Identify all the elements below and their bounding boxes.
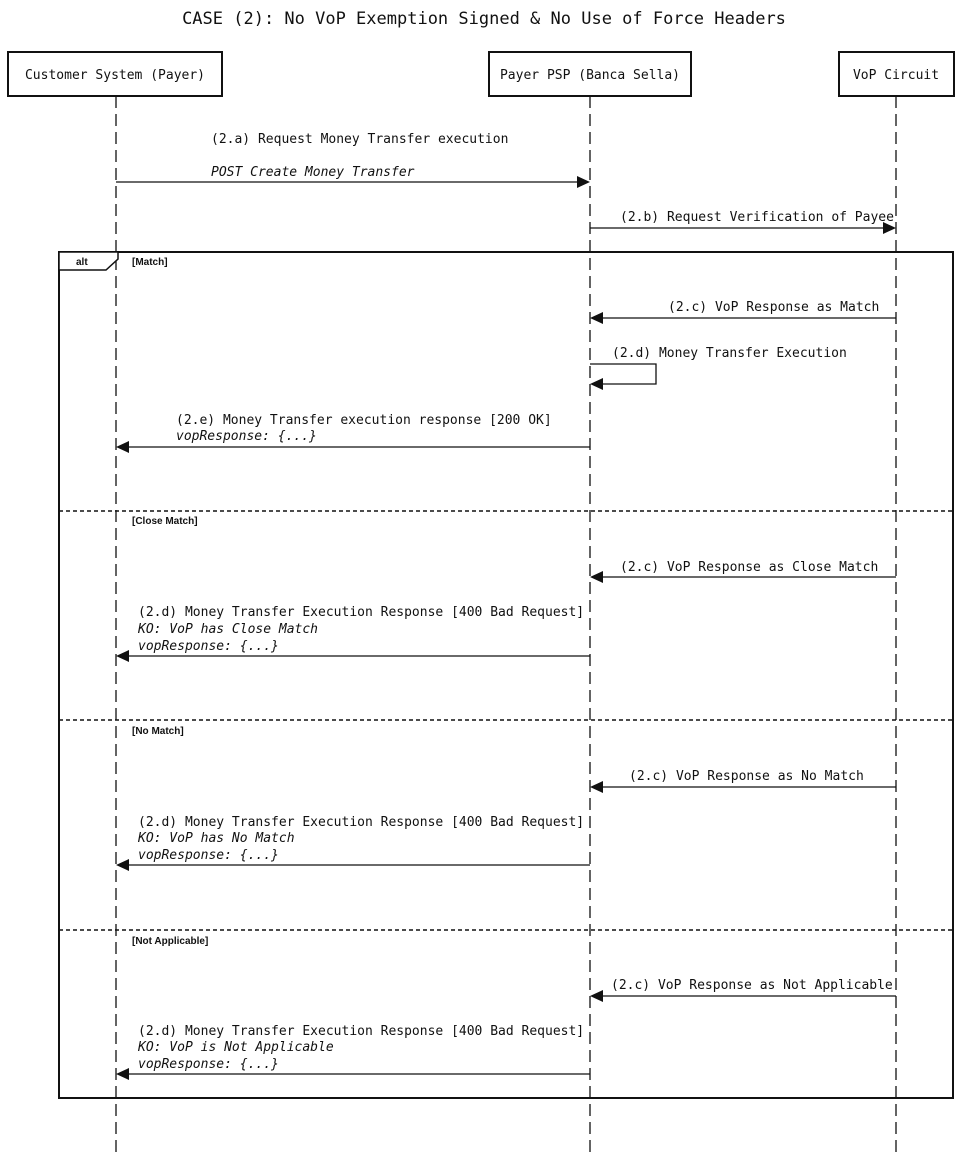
msg-2a-arrowhead	[577, 176, 590, 188]
msg-2a-sublabel: POST Create Money Transfer	[211, 165, 415, 180]
match-2d-arrowhead	[590, 378, 603, 390]
close-match-2d-payload: vopResponse: {...}	[138, 639, 279, 654]
section-guard-no-match: [No Match]	[132, 726, 184, 737]
close-match-2d-label: (2.d) Money Transfer Execution Response [400 Bad Request]	[138, 605, 585, 620]
section-guard-close-match: [Close Match]	[132, 516, 198, 527]
participant-vop-label: VoP Circuit	[852, 68, 940, 83]
match-2c-arrowhead	[590, 312, 603, 324]
msg-2b-label: (2.b) Request Verification of Payee	[620, 210, 894, 225]
not-applicable-2d-label: (2.d) Money Transfer Execution Response [400 Bad Request]	[138, 1024, 585, 1039]
match-2e-payload: vopResponse: {...}	[176, 429, 317, 444]
participant-psp	[489, 52, 691, 96]
match-2d-label: (2.d) Money Transfer Execution	[612, 346, 847, 361]
no-match-2c-label: (2.c) VoP Response as No Match	[629, 769, 864, 784]
participant-customer-label: Customer System (Payer)	[24, 68, 206, 83]
no-match-2d-label: (2.d) Money Transfer Execution Response [400 Bad Request]	[138, 815, 585, 830]
not-applicable-2d-arrowhead	[116, 1068, 129, 1080]
match-2c-label: (2.c) VoP Response as Match	[668, 300, 880, 315]
close-match-2c-label: (2.c) VoP Response as Close Match	[620, 560, 879, 575]
alt-operator: alt	[76, 257, 88, 268]
no-match-2c-arrowhead	[590, 781, 603, 793]
no-match-2d-ko: KO: VoP has No Match	[138, 831, 295, 846]
diagram-title: CASE (2): No VoP Exemption Signed & No Use of Force Headers	[182, 9, 786, 29]
close-match-2d-arrowhead	[116, 650, 129, 662]
participant-vop	[839, 52, 954, 96]
alt-frame-tab	[59, 252, 118, 270]
match-2e-label: (2.e) Money Transfer execution response [200 OK]	[176, 413, 552, 428]
msg-2a-label: (2.a) Request Money Transfer execution	[211, 132, 509, 147]
no-match-2d-payload: vopResponse: {...}	[138, 848, 279, 863]
close-match-2c-arrowhead	[590, 571, 603, 583]
not-applicable-2c-arrowhead	[590, 990, 603, 1002]
not-applicable-2c-label: (2.c) VoP Response as Not Applicable	[611, 978, 893, 993]
match-2e-arrowhead	[116, 441, 129, 453]
participant-customer	[8, 52, 222, 96]
not-applicable-2d-payload: vopResponse: {...}	[138, 1057, 279, 1072]
section-guard-not-applicable: [Not Applicable]	[132, 936, 209, 947]
section-guard-match: [Match]	[132, 257, 168, 268]
not-applicable-2d-ko: KO: VoP is Not Applicable	[138, 1040, 334, 1055]
no-match-2d-arrowhead	[116, 859, 129, 871]
close-match-2d-ko: KO: VoP has Close Match	[138, 622, 319, 637]
alt-frame	[59, 252, 953, 1098]
participant-psp-label: Payer PSP (Banca Sella)	[499, 68, 681, 83]
